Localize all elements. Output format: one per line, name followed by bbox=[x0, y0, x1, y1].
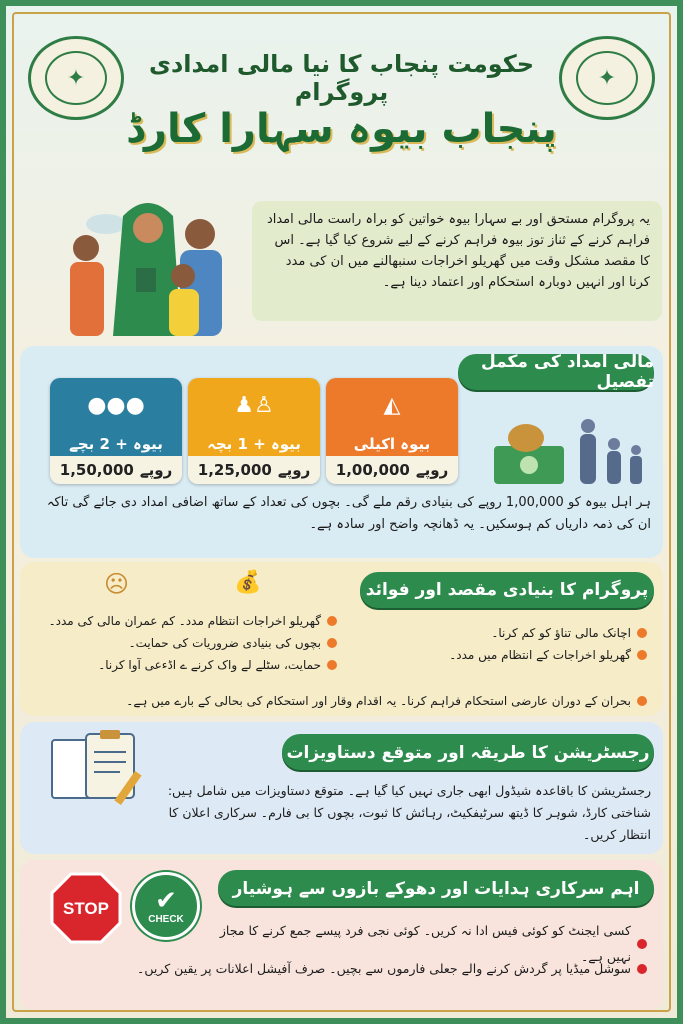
currency-label: روپے bbox=[139, 461, 173, 479]
list-item: گھریلو اخراجات کے انتظام میں مدد۔ bbox=[346, 644, 647, 666]
currency-label: روپے bbox=[415, 461, 449, 479]
check-badge-icon bbox=[132, 872, 200, 940]
documents-clipboard-icon bbox=[50, 730, 146, 810]
goals-banner: پروگرام کا بنیادی مقصد اور فوائد bbox=[360, 572, 654, 608]
goals-left-list bbox=[46, 610, 337, 676]
list-item: بچوں کی بنیادی ضروریات کی حمایت۔ bbox=[46, 632, 337, 654]
stop-sign-icon bbox=[50, 872, 122, 944]
amount-value: 1,00,000 bbox=[335, 461, 410, 479]
aid-card-label: بیوہ اکیلی bbox=[326, 432, 458, 456]
bullet-icon bbox=[637, 964, 647, 974]
aid-card-amount bbox=[50, 456, 182, 484]
punjab-seal-left-icon: ✦ bbox=[28, 36, 124, 120]
warning-list-2 bbox=[46, 956, 647, 982]
family-illustration-icon bbox=[28, 186, 250, 336]
page-subtitle: حکومت پنجاب کا نیا مالی امدادی پروگرام bbox=[148, 50, 535, 106]
money-bag-icon: 💰 bbox=[234, 570, 262, 595]
bullet-icon bbox=[637, 628, 647, 638]
list-item: گھریلو اخراجات انتظام مدد۔ کم عمران مالی کی مدد۔ bbox=[46, 610, 337, 632]
money-and-family-icon bbox=[494, 416, 664, 488]
goals-right-list bbox=[346, 622, 647, 666]
currency-label: روپے bbox=[277, 461, 311, 479]
list-item: اچانک مالی تناؤ کو کم کرنا۔ bbox=[346, 622, 647, 644]
aid-card-label: بیوہ + 1 بچہ bbox=[188, 432, 320, 456]
punjab-seal-right-icon: ✦ bbox=[559, 36, 655, 120]
amount-value: 1,25,000 bbox=[197, 461, 272, 479]
bullet-icon bbox=[637, 939, 647, 949]
goals-bottom-list bbox=[46, 690, 647, 712]
list-item: سوشل میڈیا پر گردش کرنے والے جعلی فارموں سے بچیں۔ صرف آفیشل اعلانات پر یقین کریں۔ bbox=[46, 956, 647, 982]
parent-child-icon: ♟♙ bbox=[188, 378, 320, 432]
bullet-icon bbox=[327, 616, 337, 626]
financial-banner: مالی امداد کی مکمل تفصیل bbox=[458, 354, 654, 390]
list-item: حمایت، سٹلے لے واک کرنے ے اڈءعی آوا کرنا۔ bbox=[46, 654, 337, 676]
financial-note: ہر اہل بیوہ کو 1,00,000 روپے کی بنیادی رقم ملے گی۔ بچوں کی تعداد کے ساتھ اضافی امداد دی جائے گی تاکہ ان کی ذمہ داریاں کم ہوسکیں۔ یہ ڈھانچہ واضح اور سادہ ہے۔ bbox=[46, 495, 651, 532]
amount-value: 1,50,000 bbox=[59, 461, 134, 479]
aid-card-amount bbox=[188, 456, 320, 484]
aid-card-widow-1-child bbox=[188, 378, 320, 484]
warning-banner: اہم سرکاری ہدایات اور دھوکے بازوں سے ہوشیار bbox=[218, 870, 654, 906]
stressed-person-icon: ☹ bbox=[104, 570, 130, 598]
list-item: بحران کے دوران عارضی استحکام فراہم کرنا۔ یہ اقدام وقار اور استحکام کی بحالی کے بارے میں ہے۔ bbox=[46, 690, 647, 712]
intro-paragraph: یہ پروگرام مستحق اور بے سہارا بیوہ خواتین کو براہ راست مالی امداد فراہم کرنے کے ثناز توز بیوہ فراہم کرنے کے لیے شروع کیا گیا ہے۔ اس کا مقصد مشکل وقت میں گھریلو اخراجات سنبھالنے میں ان کی مدد کرنا اور انہیں دوبارہ استحکام اور اعتماد دینا ہے۔ bbox=[252, 201, 662, 321]
page-title: پنجاب بیوہ سہارا کارڈ bbox=[126, 106, 557, 152]
registration-text: رجسٹریشن کا باقاعدہ شیڈول ابھی جاری نہیں کیا گیا ہے۔ متوقع دستاویزات میں شامل ہیں: شناختی کارڈ، شوہر کا ڈیتھ سرٹیفکیٹ، رہائش کا ثبوت، بچوں کا بی فارم۔ سرکاری اعلان کا انتظار کریں۔ bbox=[167, 783, 651, 842]
aid-card-widow-alone bbox=[326, 378, 458, 484]
family-icon: ●●● bbox=[50, 378, 182, 432]
checkmark-icon: ✔ bbox=[155, 885, 177, 916]
bullet-icon bbox=[327, 660, 337, 670]
aid-card-label: بیوہ + 2 بچے bbox=[50, 432, 182, 456]
bullet-icon bbox=[327, 638, 337, 648]
registration-banner: رجسٹریشن کا طریقہ اور متوقع دستاویزات bbox=[282, 734, 654, 770]
bullet-icon bbox=[637, 696, 647, 706]
aid-card-amount bbox=[326, 456, 458, 484]
check-label: CHECK bbox=[148, 913, 184, 925]
list-item: کسی ایجنٹ کو کوئی فیس ادا نہ کریں۔ کوئی نجی فرد پیسے جمع کرنے کا مجاز نہیں ہے۔ bbox=[206, 918, 647, 970]
aid-card-widow-2-children bbox=[50, 378, 182, 484]
bullet-icon bbox=[637, 650, 647, 660]
stop-label: STOP bbox=[63, 899, 109, 918]
woman-icon: ◭ bbox=[326, 378, 458, 432]
